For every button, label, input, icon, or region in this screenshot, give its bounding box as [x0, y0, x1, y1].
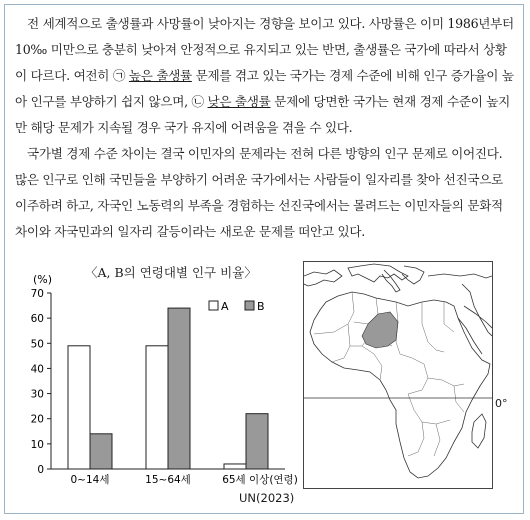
bar-a: [68, 346, 90, 469]
passage: [15, 11, 515, 245]
country-border: [422, 302, 444, 352]
red-sea-coast: [458, 318, 482, 354]
country-border: [332, 324, 350, 362]
y-tick-label: 0: [37, 464, 44, 476]
madagascar-outline: [472, 414, 486, 448]
y-tick-label: 10: [30, 438, 44, 451]
passage-text: 문제에 당면한 국가는 현재 경제 수준이 높지만 해당 문제가 지속될 경우 국가 유지에 어려움을 겪을 수 있다.: [15, 94, 511, 135]
country-border: [454, 386, 464, 412]
passage-paragraph-2: 국가별 경제 수준 차이는 결국 이민자의 문제라는 전혀 다른 방향의 인구 문제로 이어진다. 많은 인구로 인해 국민들을 부양하기 어려운 국가에서는 사람들이 일자리를 찾아 선진국으로 이주하려 하고, 자국인 노동력의 부족을 경험하는 선진국에서는 몰려드는 이민자들의 문화적 차이와 자국민과의 일자리 갈등이라는 새로운 문제를 떠안고 있다.: [15, 146, 503, 239]
y-tick-label: 50: [30, 338, 44, 351]
europe-coast: [348, 264, 408, 282]
equator-label: 0°: [495, 397, 508, 410]
turkey-outline: [428, 274, 492, 278]
chart-title: 〈A, B의 연령대별 인구 비율〉: [85, 265, 257, 280]
question-box: [4, 4, 524, 514]
x-tick-label: 15~64세: [145, 474, 191, 486]
source-label: UN(2023): [239, 491, 295, 505]
bar-b: [90, 434, 112, 469]
country-border: [400, 354, 428, 394]
legend-label-b: B: [257, 300, 265, 313]
country-border: [408, 422, 424, 456]
bar-chart: [13, 251, 303, 487]
y-tick-label: 40: [30, 363, 44, 376]
italy-outline: [382, 270, 400, 292]
country-border: [362, 346, 382, 380]
y-tick-label: 70: [30, 288, 44, 300]
bar-b: [168, 308, 190, 469]
y-axis-label: (%): [33, 273, 53, 286]
country-border: [408, 394, 450, 424]
x-tick-label: 0~14세: [70, 474, 110, 486]
legend-swatch-a: [209, 301, 218, 310]
bar-a: [146, 346, 168, 469]
marker-b: ㉡: [191, 94, 204, 109]
country-border: [444, 302, 454, 332]
figure: [13, 251, 518, 509]
underlined-term-a: 높은 출생률: [128, 68, 192, 83]
passage-text: 전 세계적으로 출생률과 사망률이 낮아지는 경향을 보이고 있다. 사망률은 이미 1986년부터 10‰ 미만으로 충분히 낮아져 안정적으로 유지되고 있는 반면, 출생률은 국가에 따라서 상황이 다르다. 여전히: [15, 16, 514, 83]
y-tick-label: 60: [30, 313, 44, 326]
arabia-outline: [464, 306, 492, 328]
bar-a: [224, 464, 246, 469]
country-border: [428, 378, 464, 386]
legend-swatch-b: [245, 301, 254, 310]
marker-a: ㉠: [112, 68, 126, 83]
highlighted-country: [362, 312, 398, 348]
africa-coast: [310, 292, 490, 478]
bar-b: [246, 414, 268, 469]
y-tick-label: 30: [30, 388, 44, 401]
passage-paragraph-1: [15, 11, 515, 141]
country-border: [434, 424, 440, 456]
europe-coast: [304, 270, 342, 286]
africa-map: [303, 261, 493, 489]
x-tick-label: 65세 이상(연령): [222, 474, 298, 486]
legend-label-a: A: [221, 300, 229, 313]
underlined-term-b: 낮은 출생률: [207, 94, 271, 109]
passage-text: 문제를 겪고 있는 국가는 경제 수준에 비해 인구 증가율이 높아 인구를 부양하기 쉽지 않으며,: [15, 68, 514, 109]
y-tick-label: 20: [30, 413, 44, 426]
